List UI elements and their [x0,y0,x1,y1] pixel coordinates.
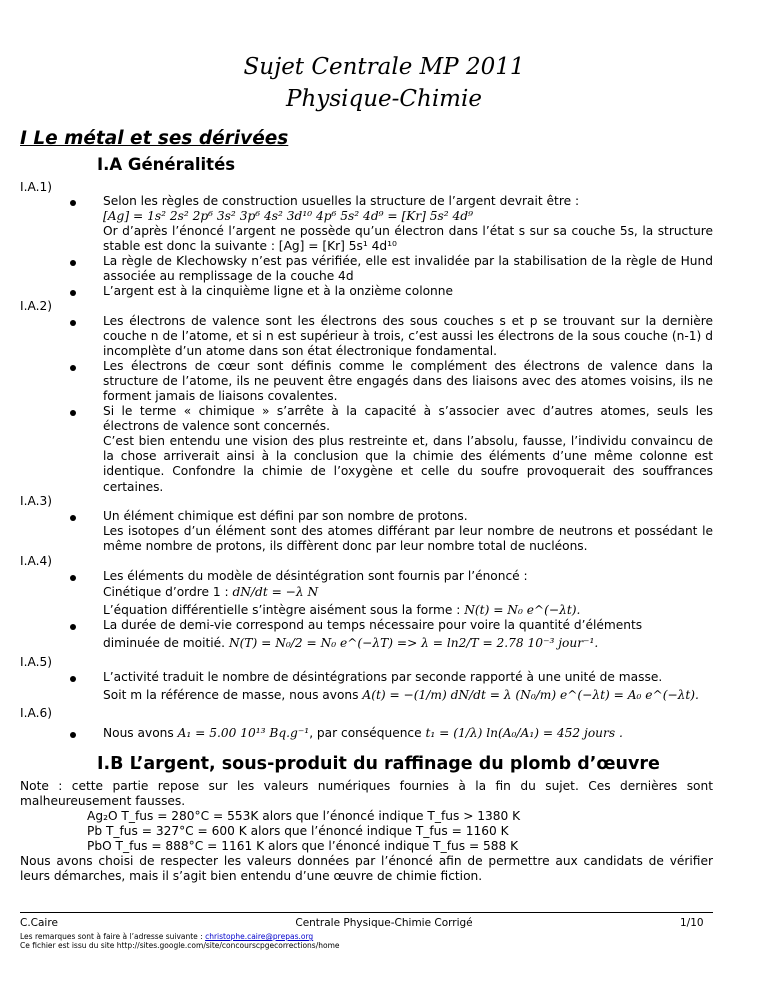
equation: A(t) = −(1/m) dN/dt = λ (N₀/m) e^(−λt) = A₀ e^(−λt). [362,688,699,702]
bullet [70,732,76,738]
bullet [70,320,76,326]
paragraph: Si le terme « chimique » s’arrête à la capacité à s’associer avec d’autres atomes, seuls les électrons de valence sont concernés. [103,404,713,434]
paragraph: La règle de Klechowsky n’est pas vérifiée, elle est invalidée par la stabilisation de la règle de Hund associée au remplissage de la couche 4d [103,254,713,284]
question-label: I.A.2) [20,299,52,313]
equation: N(t) = N₀ e^(−λt). [464,603,581,617]
email-link[interactable]: christophe.caire@prepas.org [205,932,314,941]
paragraph: Les éléments du modèle de désintégration sont fournis par l’énoncé : [103,569,528,583]
footer-divider [20,912,713,913]
footer-source: Ce fichier est issu du site http://sites.google.com/site/concourscpgecorrections/home [20,941,340,950]
note: Note : cette partie repose sur les valeurs numériques fournies à la fin du sujet. Ces dernières sont malheureusement fausses. [20,779,713,809]
question-label: I.A.6) [20,706,52,720]
equation: [Ag] = 1s² 2s² 2p⁶ 3s² 3p⁶ 4s² 3d¹⁰ 4p⁶ 5s² 4d⁹ = [Kr] 5s² 4d⁹ [103,209,473,223]
page-number: 1/10 [680,917,704,929]
bullet [70,575,76,581]
footer-remarks [20,932,313,941]
paragraph: L’argent est à la cinquième ligne et à la onzième colonne [103,284,453,298]
question-label: I.A.3) [20,494,52,508]
remarks-text: Les remarques sont à faire à l’adresse suivante : [20,932,203,941]
question-label: I.A.4) [20,554,52,568]
subsection-heading: I.B L’argent, sous-produit du raffinage du plomb d’œuvre [97,754,660,774]
paragraph: Cinétique d’ordre 1 : [103,585,229,599]
bullet [70,200,76,206]
paragraph: , par conséquence [309,726,422,740]
equation: A₁ = 5.00 10¹³ Bq.g⁻¹ [177,726,310,740]
question-label: I.A.5) [20,655,52,669]
bullet [70,290,76,296]
doc-title: Sujet Centrale MP 2011 [243,54,525,80]
paragraph: Nous avons choisi de respecter les valeurs données par l’énoncé afin de permettre aux candidats de vérifier leurs démarches, mais il s’agit bien entendu d’une œuvre de chimie fiction. [20,854,713,884]
paragraph: La durée de demi-vie correspond au temps nécessaire pour voire la quantité d’éléments [103,618,643,632]
kinetics-line [103,585,318,600]
result-line [103,726,623,741]
list-item: Pb T_fus = 327°C = 600 K alors que l’énoncé indique T_fus = 1160 K [87,824,509,838]
paragraph: Les isotopes d’un élément sont des atomes différant par leur nombre de neutrons et possédant le même nombre de protons, ils diffèrent donc par leur nombre total de nucléons. [103,524,713,554]
bullet [70,676,76,682]
question-label: I.A.1) [20,180,52,194]
paragraph: Un élément chimique est défini par son nombre de protons. [103,509,468,523]
section-heading: I Le métal et ses dérivées [20,128,289,149]
bullet [70,410,76,416]
list-item: Ag₂O T_fus = 280°C = 553K alors que l’énoncé indique T_fus > 1380 K [87,809,521,823]
paragraph: Or d’après l’énoncé l’argent ne possède qu’un électron dans l’état s sur sa couche 5s, la structure stable est donc la suivante : [Ag] = [Kr] 5s¹ 4d¹⁰ [103,224,713,254]
paragraph: diminuée de moitié. [103,636,226,650]
bullet [70,624,76,630]
paragraph: Les électrons de cœur sont définis comme le complément des électrons de valence dans la structure de l’atome, ils ne peuvent être engagés dans des liaisons avec des atomes voisins, ils ne forment jamais de liaisons covalentes. [103,359,713,404]
equation: N(T) = N₀/2 = N₀ e^(−λT) => λ = ln2/T = 2.78 10⁻³ jour⁻¹. [228,636,599,650]
paragraph: Selon les règles de construction usuelles la structure de l’argent devrait être : [103,194,580,208]
paragraph: Les électrons de valence sont les électrons des sous couches s et p se trouvant sur la dernière couche n de l’atome, et si n est supérieur à trois, c’est aussi les électrons de la sous couche (n-1) d incomplète d’un atome dans son état électronique fondamental. [103,314,713,359]
list-item: PbO T_fus = 888°C = 1161 K alors que l’énoncé indique T_fus = 588 K [87,839,519,853]
subsection-heading: I.A Généralités [97,155,236,174]
paragraph: L’activité traduit le nombre de désintégrations par seconde rapporté à une unité de masse. [103,670,663,684]
bullet [70,515,76,521]
bullet [70,365,76,371]
equation: dN/dt = −λ N [232,585,319,599]
paragraph: Soit m la référence de masse, nous avons [103,688,359,702]
footer-center: Centrale Physique-Chimie Corrigé [295,917,473,929]
paragraph: Nous avons [103,726,174,740]
half-life-line [103,636,598,651]
ode-line [103,603,580,618]
paragraph: L’équation différentielle s’intègre aisément sous la forme : [103,603,461,617]
doc-subtitle: Physique-Chimie [286,86,482,112]
footer-author: C.Caire [20,917,58,929]
paragraph: C’est bien entendu une vision des plus restreinte et, dans l’absolu, fausse, l’individu convaincu de la chose arriverait ainsi à la conclusion que la chimie des éléments d’une même colonne est identique. Confondre la chimie de l’oxygène et celle du soufre provoquerait des souffrances certaines. [103,434,713,494]
activity-line [103,688,699,703]
bullet [70,260,76,266]
equation: t₁ = (1/λ) ln(A₀/A₁) = 452 jours . [425,726,623,740]
